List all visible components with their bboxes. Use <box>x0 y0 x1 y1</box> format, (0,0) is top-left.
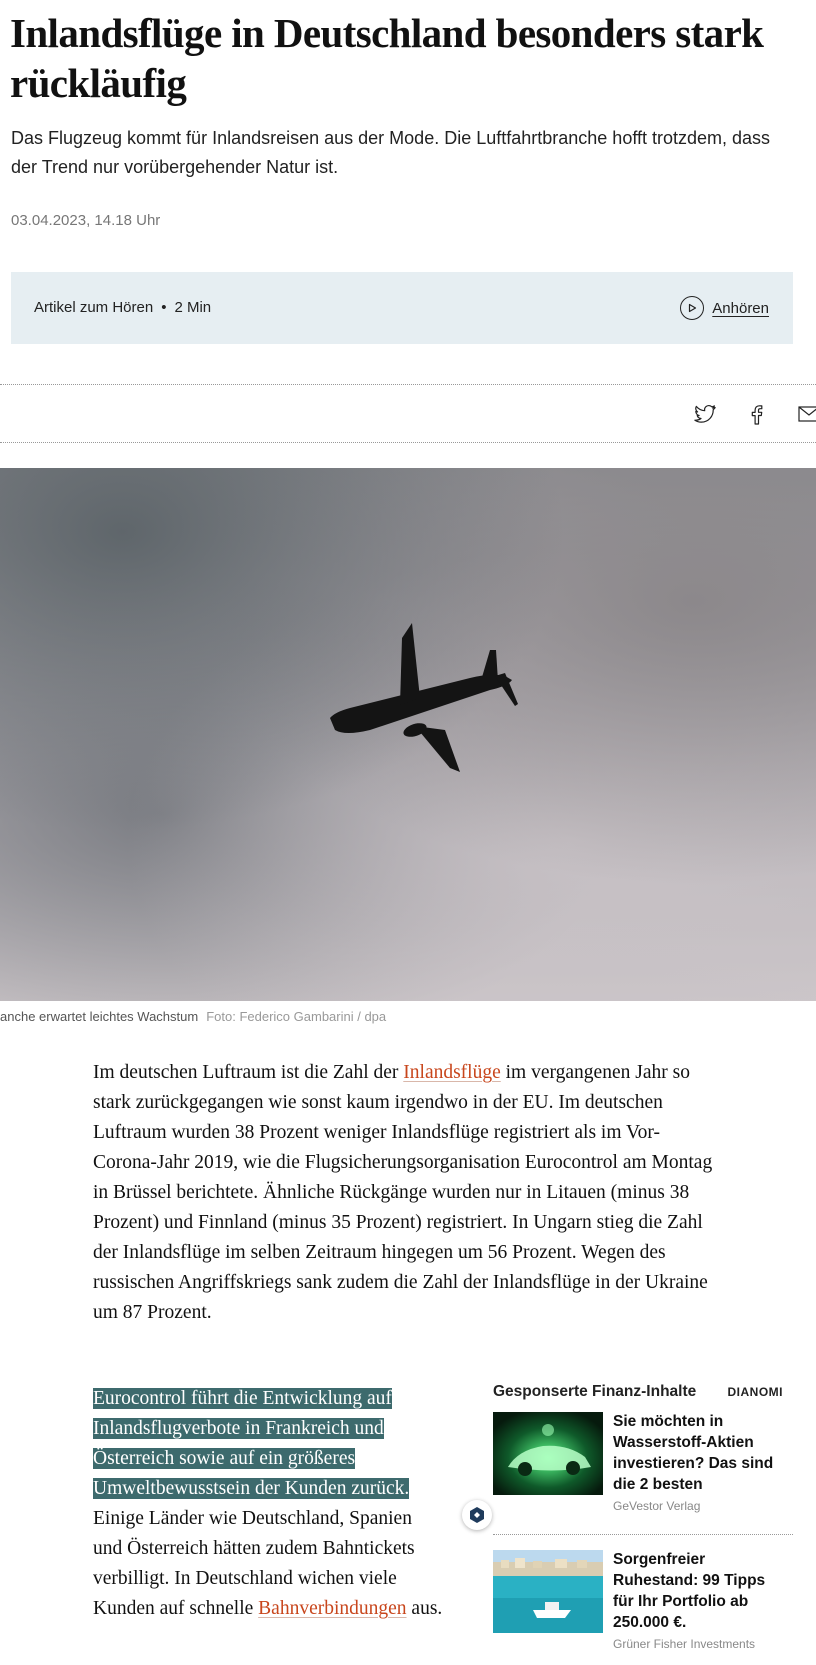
body-text-continued <box>93 1504 443 1624</box>
image-caption <box>0 1009 386 1024</box>
audio-info <box>34 299 211 316</box>
share-bar <box>0 384 816 443</box>
audio-label: Artikel zum Hören <box>34 299 154 316</box>
sponsored-item-source: Grüner Fisher Investments <box>613 1637 756 1651</box>
harbor-boat-thumbnail <box>493 1550 603 1633</box>
sponsored-item[interactable] <box>493 1411 793 1535</box>
sponsored-content-box <box>493 1383 793 1658</box>
audio-duration: 2 Min <box>174 299 212 316</box>
sponsored-item[interactable] <box>493 1535 793 1658</box>
sponsored-header <box>493 1383 793 1411</box>
sponsored-item-source: GeVestor Verlag <box>613 1499 701 1513</box>
audio-player-box <box>11 272 793 344</box>
selection-action-icon[interactable] <box>462 1500 492 1530</box>
email-icon[interactable] <box>797 402 816 426</box>
sponsored-title: Gesponserte Finanz-Inhalte <box>493 1383 697 1400</box>
audio-separator: • <box>161 299 167 316</box>
airplane-silhouette <box>0 468 816 1001</box>
inlandsfluege-link[interactable]: Inlandsflüge <box>403 1062 501 1083</box>
body-text: Einige Länder wie Deutschland, Spanien und Österreich hätten zudem Bahntickets verbilligt. In Deutschland wichen viele Kunden auf schnelle <box>93 1508 415 1619</box>
sponsored-item-headline: Sorgenfreier Ruhestand: 99 Tipps für Ihr Portfolio ab 250.000 €. <box>613 1551 766 1631</box>
article-lead: Das Flugzeug kommt für Inlandsreisen aus der Mode. Die Luftfahrtbranche hofft trotzdem, dass der Trend nur vorübergehender Natur ist. <box>11 128 771 177</box>
article-dateline: 03.04.2023, 14.18 Uhr <box>11 212 161 229</box>
article-hero-image <box>0 468 816 1001</box>
bahnverbindungen-link[interactable]: Bahnverbindungen <box>258 1598 407 1619</box>
twitter-icon[interactable] <box>693 402 717 426</box>
listen-button-label: Anhören <box>712 299 769 317</box>
highlighted-text: Eurocontrol führt die Entwicklung auf Inlandsflugverbote in Frankreich und Österreich sowie auf ein größeres Umweltbewusstsein der Kunden zurück. <box>93 1388 410 1499</box>
facebook-icon[interactable] <box>745 402 769 426</box>
article-headline: Inlandsflüge in Deutschland besonders stark rückläufig <box>10 10 764 106</box>
body-text: im vergangenen Jahr so stark zurückgegangen wie sonst kaum irgendwo in der EU. Im deutschen Luftraum wurden 38 Prozent weniger Inlandsflüge registriert als im Vor-Corona-Jahr 2019, wie die Flugsicherungsorganisation Eurocontrol am Montag in Brüssel berichtete. Ähnliche Rückgänge wurden nur in Litauen (minus 38 Prozent) und Finnland (minus 35 Prozent) registriert. In Ungarn stieg die Zahl der Inlandsflüge im selben Zeitraum hingegen um 56 Prozent. Wegen des russischen Angriffskriegs sank zudem die Zahl der Inlandsflüge in der Ukraine um 87 Prozent. <box>93 1062 713 1323</box>
green-car-thumbnail <box>493 1412 603 1495</box>
body-paragraph-1 <box>93 1058 713 1328</box>
photo-credit: Foto: Federico Gambarini / dpa <box>206 1009 387 1024</box>
listen-button[interactable] <box>680 294 769 322</box>
play-icon <box>680 296 704 320</box>
body-text: aus. <box>406 1598 443 1619</box>
dianomi-logo: DIANOMI <box>727 1385 783 1399</box>
caption-text: anche erwartet leichtes Wachstum <box>0 1009 199 1024</box>
sponsored-item-headline: Sie möchten in Wasserstoff-Aktien investieren? Das sind die 2 besten <box>613 1413 774 1493</box>
body-text: Im deutschen Luftraum ist die Zahl der <box>93 1062 404 1083</box>
body-paragraph-2 <box>93 1384 443 1624</box>
